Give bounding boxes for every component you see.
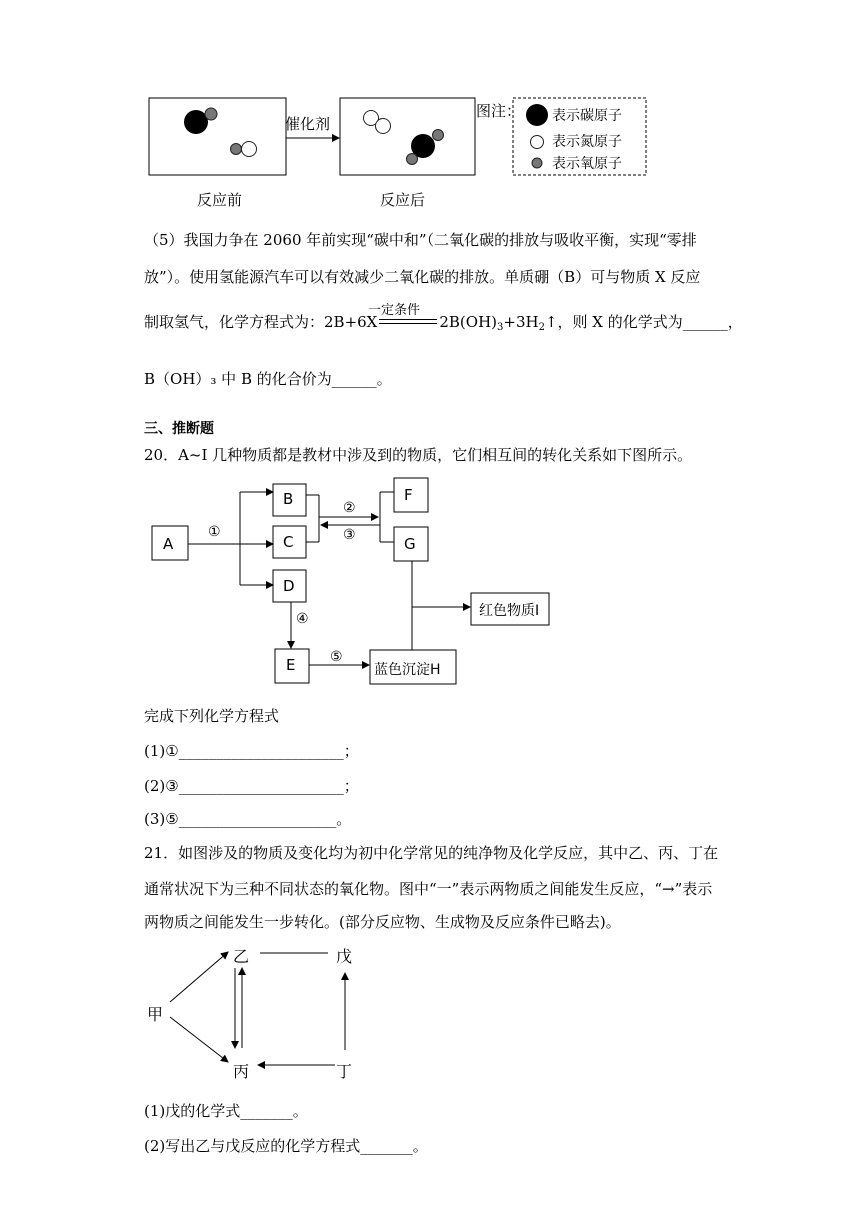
section-title: 三、推断题 <box>144 421 214 437</box>
node-G: G <box>404 535 416 553</box>
q20-item-1: (1)①______________________； <box>144 742 359 760</box>
step-2-label: ② <box>343 500 356 516</box>
node-wu: 戊 <box>336 947 353 966</box>
node-bing: 丙 <box>233 1062 250 1081</box>
node-yi: 乙 <box>233 947 250 966</box>
q20-item-2: (2)③______________________； <box>144 777 359 795</box>
eq-h2: +3H <box>503 313 539 331</box>
node-jia: 甲 <box>147 1005 164 1024</box>
step-5-label: ⑤ <box>330 649 343 665</box>
eq-product: 2B(OH) <box>439 313 498 331</box>
eq-condition-arrow <box>379 318 437 328</box>
oxygen-atom <box>205 108 217 120</box>
q21-line1: 21．如图涉及的物质及变化均为初中化学常见的纯净物及化学反应，其中乙、丙、丁在 <box>144 844 719 862</box>
before-box <box>149 98 286 175</box>
q5-line4: B（OH）₃ 中 B 的化合价为______。 <box>144 370 392 388</box>
q21-line2: 通常状况下为三种不同状态的氧化物。图中“一”表示两物质之间能发生反应，“→”表示 <box>144 880 713 898</box>
node-ding: 丁 <box>336 1062 353 1081</box>
node-A: A <box>163 535 174 553</box>
legend-title: 图注： <box>476 102 522 120</box>
legend-carbon-label: 表示碳原子 <box>552 108 622 124</box>
q20-prompt: 完成下列化学方程式 <box>144 707 280 725</box>
after-box <box>340 98 475 175</box>
carbon-legend-icon <box>526 104 548 126</box>
q5-line1: （5）我国力争在 2060 年前实现“碳中和”（二氧化碳的排放与吸收平衡，实现“零排 <box>144 231 697 249</box>
eq-condition: 一定条件 <box>368 303 421 318</box>
arrow-label: 催化剂 <box>285 115 331 133</box>
q21-line3: 两物质之间能发生一步转化。(部分反应物、生成物及反应条件已略去)。 <box>144 913 621 931</box>
node-D: D <box>283 577 295 595</box>
eq-reactants: 制取氢气，化学方程式为：2B+6X <box>144 313 378 331</box>
node-H: 蓝色沉淀H <box>374 662 441 678</box>
step-1-label: ① <box>208 524 221 540</box>
nitrogen-atom <box>242 142 257 157</box>
node-I: 红色物质I <box>479 603 540 619</box>
step-4-label: ④ <box>296 611 309 627</box>
oxygen-atom <box>433 130 444 141</box>
node-F: F <box>404 486 413 504</box>
q5-equation-line <box>144 311 743 333</box>
node-C: C <box>283 533 294 551</box>
legend-nitrogen-label: 表示氮原子 <box>552 134 622 150</box>
node-B: B <box>283 490 294 508</box>
nitrogen-atom <box>376 119 391 134</box>
oxygen-atom <box>407 154 418 165</box>
legend-oxygen-label: 表示氧原子 <box>552 156 622 172</box>
q20-item-3: (3)⑤_____________________。 <box>144 810 352 828</box>
q20-stem: 20．A~I 几种物质都是教材中涉及到的物质，它们相互间的转化关系如下图所示。 <box>144 446 693 464</box>
nitrogen-legend-icon <box>531 136 544 149</box>
eq-product-sub: 3 <box>497 322 504 333</box>
q21-item-1: (1)戊的化学式_______。 <box>144 1102 308 1120</box>
oxygen-legend-icon <box>532 158 542 168</box>
caption-before: 反应前 <box>197 191 243 209</box>
q5-line2: 放”）。使用氢能源汽车可以有效减少二氧化碳的排放。单质硼（B）可与物质 X 反应 <box>144 268 701 286</box>
carbon-atom <box>184 110 208 134</box>
step-3-label: ③ <box>343 527 356 543</box>
eq-h2-sub: 2 <box>538 322 545 333</box>
caption-after: 反应后 <box>380 191 426 209</box>
node-E: E <box>286 656 296 674</box>
oxygen-atom <box>231 144 242 155</box>
eq-tail: ↑，则 X 的化学式为______， <box>544 313 743 331</box>
q21-item-2: (2)写出乙与戊反应的化学方程式_______。 <box>144 1137 428 1155</box>
